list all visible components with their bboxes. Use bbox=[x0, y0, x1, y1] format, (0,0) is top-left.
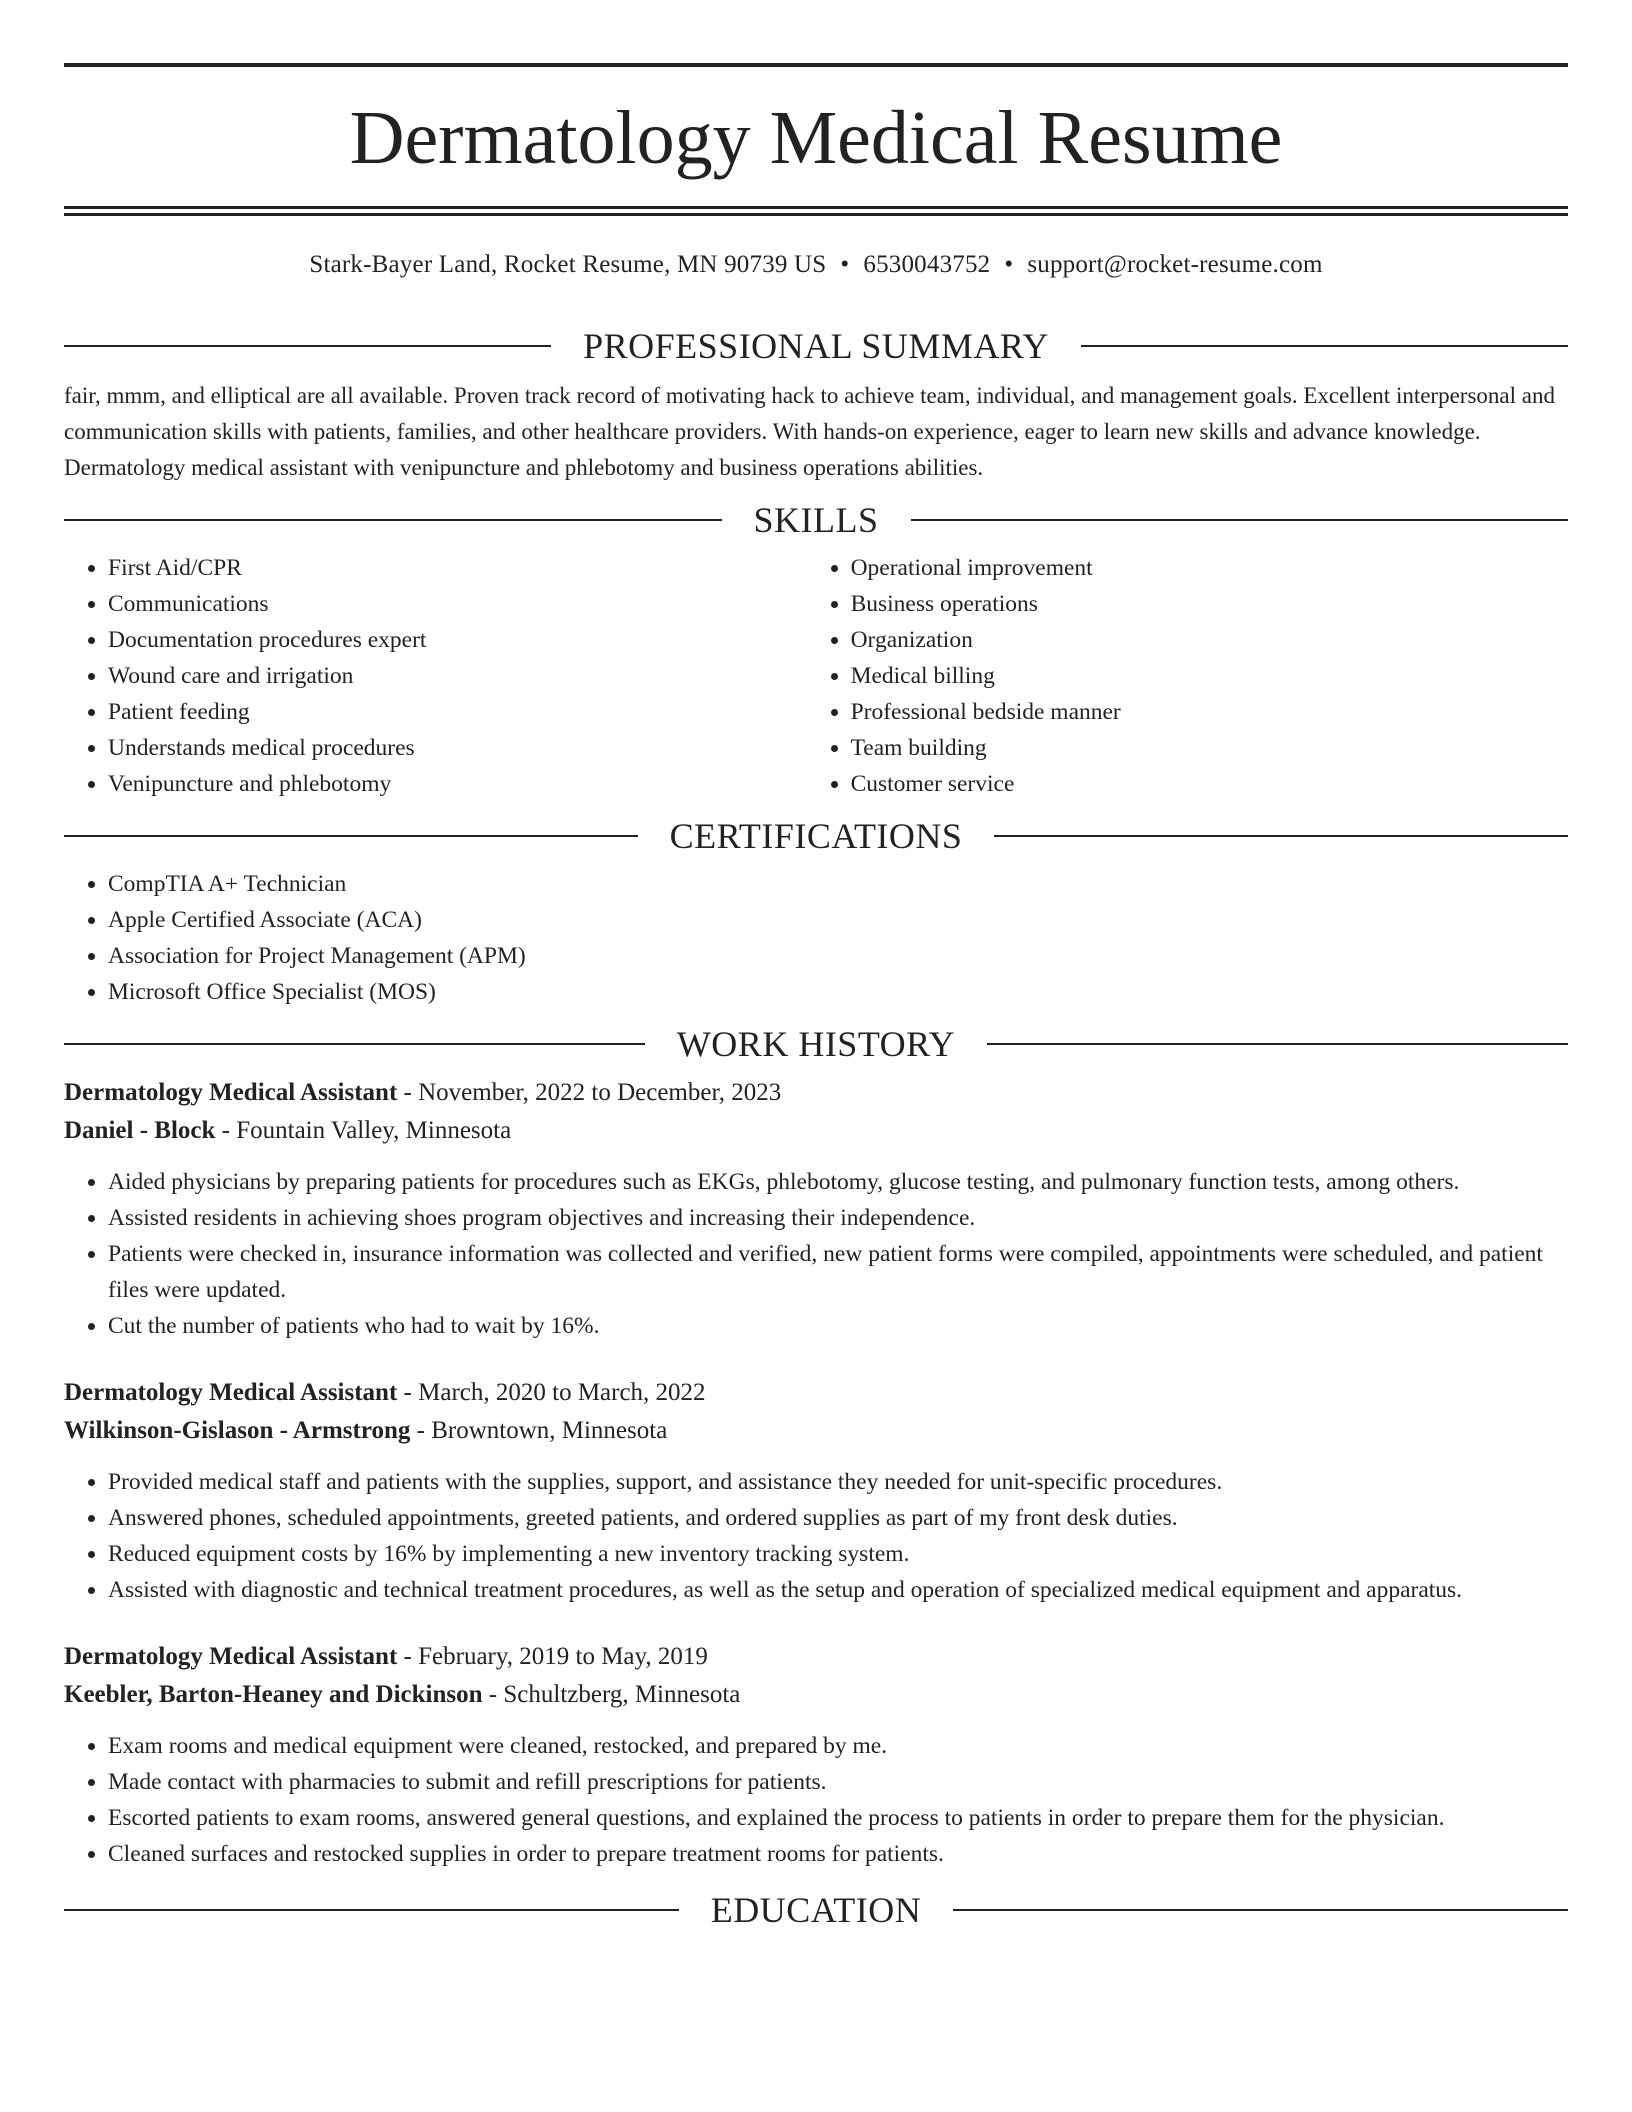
job-bullets bbox=[64, 1164, 1568, 1344]
certifications-list bbox=[64, 866, 1568, 1010]
job-company: Wilkinson-Gislason - Armstrong bbox=[64, 1417, 411, 1444]
divider-line bbox=[987, 1043, 1568, 1045]
section-title: SKILLS bbox=[753, 500, 879, 540]
job-title: Dermatology Medical Assistant bbox=[64, 1643, 398, 1670]
list-item: • Team building bbox=[851, 730, 1568, 766]
job-company: Daniel - Block bbox=[64, 1117, 216, 1144]
skills-column-right bbox=[807, 550, 1568, 802]
list-item: • Answered phones, scheduled appointments, greeted patients, and ordered supplies as part of my front desk duties. bbox=[108, 1500, 1568, 1536]
list-item: • Microsoft Office Specialist (MOS) bbox=[108, 974, 1568, 1010]
section-heading-work-history bbox=[64, 1024, 1568, 1064]
contact-email: support@rocket-resume.com bbox=[1027, 251, 1323, 278]
job-title-line bbox=[64, 1074, 1568, 1112]
section-heading-skills bbox=[64, 500, 1568, 540]
job-dates: - November, 2022 to December, 2023 bbox=[397, 1079, 782, 1106]
contact-line bbox=[64, 250, 1568, 280]
list-item: • Aided physicians by preparing patients for procedures such as EKGs, phlebotomy, glucose testing, and pulmonary function tests, among others. bbox=[108, 1164, 1568, 1200]
list-item: • Wound care and irrigation bbox=[108, 658, 807, 694]
list-item: • Assisted with diagnostic and technical treatment procedures, as well as the setup and operation of specialized medical equipment and apparatus. bbox=[108, 1572, 1568, 1608]
job-entry bbox=[64, 1374, 1568, 1608]
list-item: • Escorted patients to exam rooms, answered general questions, and explained the process to patients in order to prepare them for the physician. bbox=[108, 1800, 1568, 1836]
section-title: PROFESSIONAL SUMMARY bbox=[583, 326, 1049, 366]
divider-line bbox=[64, 1043, 645, 1045]
job-dates: - February, 2019 to May, 2019 bbox=[397, 1643, 708, 1670]
job-location: - Schultzberg, Minnesota bbox=[482, 1681, 741, 1708]
divider-line bbox=[911, 519, 1569, 521]
title-double-rule bbox=[64, 206, 1568, 216]
contact-address: Stark-Bayer Land, Rocket Resume, MN 90739 US bbox=[309, 251, 827, 278]
list-item: • Patient feeding bbox=[108, 694, 807, 730]
job-location: - Browntown, Minnesota bbox=[410, 1417, 668, 1444]
divider-line bbox=[64, 835, 638, 837]
divider-line bbox=[953, 1909, 1568, 1911]
job-company-line bbox=[64, 1412, 1568, 1450]
job-bullets bbox=[64, 1728, 1568, 1872]
section-heading-summary bbox=[64, 326, 1568, 366]
work-history-list bbox=[64, 1074, 1568, 1872]
section-title: CERTIFICATIONS bbox=[669, 816, 963, 856]
job-bullets bbox=[64, 1464, 1568, 1608]
list-item: • Documentation procedures expert bbox=[108, 622, 807, 658]
job-title: Dermatology Medical Assistant bbox=[64, 1379, 398, 1406]
section-title: EDUCATION bbox=[710, 1890, 922, 1930]
list-item: • Communications bbox=[108, 586, 807, 622]
list-item: • Understands medical procedures bbox=[108, 730, 807, 766]
summary-text: fair, mmm, and elliptical are all available. Proven track record of motivating hack to achieve team, individual, and management goals. Excellent interpersonal and communication skills with patients, families, and other healthcare providers. With hands-on experience, eager to learn new skills and advance knowledge. Dermatology medical assistant with venipuncture and phlebotomy and business operations abilities. bbox=[64, 383, 1555, 480]
list-item: • Organization bbox=[851, 622, 1568, 658]
section-heading-certifications bbox=[64, 816, 1568, 856]
job-dates: - March, 2020 to March, 2022 bbox=[397, 1379, 706, 1406]
job-location: - Fountain Valley, Minnesota bbox=[215, 1117, 512, 1144]
list-item: • Business operations bbox=[851, 586, 1568, 622]
section-heading-education bbox=[64, 1890, 1568, 1930]
job-entry bbox=[64, 1074, 1568, 1344]
list-item: • Cleaned surfaces and restocked supplies in order to prepare treatment rooms for patients. bbox=[108, 1836, 1568, 1872]
list-item: • Professional bedside manner bbox=[851, 694, 1568, 730]
contact-separator: • bbox=[1004, 251, 1014, 278]
list-item: • Customer service bbox=[851, 766, 1568, 802]
contact-separator: • bbox=[840, 251, 850, 278]
job-title-line bbox=[64, 1638, 1568, 1676]
contact-phone: 6530043752 bbox=[863, 251, 991, 278]
list-item: • Medical billing bbox=[851, 658, 1568, 694]
divider-line bbox=[1081, 345, 1568, 347]
job-entry bbox=[64, 1638, 1568, 1872]
list-item: • Exam rooms and medical equipment were cleaned, restocked, and prepared by me. bbox=[108, 1728, 1568, 1764]
list-item: • Patients were checked in, insurance information was collected and verified, new patient forms were compiled, appointments were scheduled, and patient files were updated. bbox=[108, 1236, 1568, 1308]
divider-line bbox=[64, 519, 722, 521]
divider-line bbox=[64, 345, 551, 347]
section-title: WORK HISTORY bbox=[676, 1024, 956, 1064]
job-company: Keebler, Barton-Heaney and Dickinson bbox=[64, 1681, 483, 1708]
skills-list bbox=[64, 550, 1568, 802]
list-item: • Made contact with pharmacies to submit and refill prescriptions for patients. bbox=[108, 1764, 1568, 1800]
list-item: • CompTIA A+ Technician bbox=[108, 866, 1568, 902]
skills-column-left bbox=[64, 550, 807, 802]
list-item: • Association for Project Management (APM) bbox=[108, 938, 1568, 974]
list-item: • Apple Certified Associate (ACA) bbox=[108, 902, 1568, 938]
job-title: Dermatology Medical Assistant bbox=[64, 1079, 398, 1106]
list-item: • Operational improvement bbox=[851, 550, 1568, 586]
job-company-line bbox=[64, 1676, 1568, 1714]
resume-title: Dermatology Medical Resume bbox=[349, 96, 1283, 180]
resume-page bbox=[64, 0, 1568, 1930]
job-title-line bbox=[64, 1374, 1568, 1412]
job-company-line bbox=[64, 1112, 1568, 1150]
list-item: • Cut the number of patients who had to wait by 16%. bbox=[108, 1308, 1568, 1344]
divider-line bbox=[994, 835, 1568, 837]
list-item: • Reduced equipment costs by 16% by implementing a new inventory tracking system. bbox=[108, 1536, 1568, 1572]
list-item: • First Aid/CPR bbox=[108, 550, 807, 586]
divider-line bbox=[64, 1909, 679, 1911]
list-item: • Assisted residents in achieving shoes program objectives and increasing their independence. bbox=[108, 1200, 1568, 1236]
list-item: • Provided medical staff and patients with the supplies, support, and assistance they needed for unit-specific procedures. bbox=[108, 1464, 1568, 1500]
list-item: • Venipuncture and phlebotomy bbox=[108, 766, 807, 802]
